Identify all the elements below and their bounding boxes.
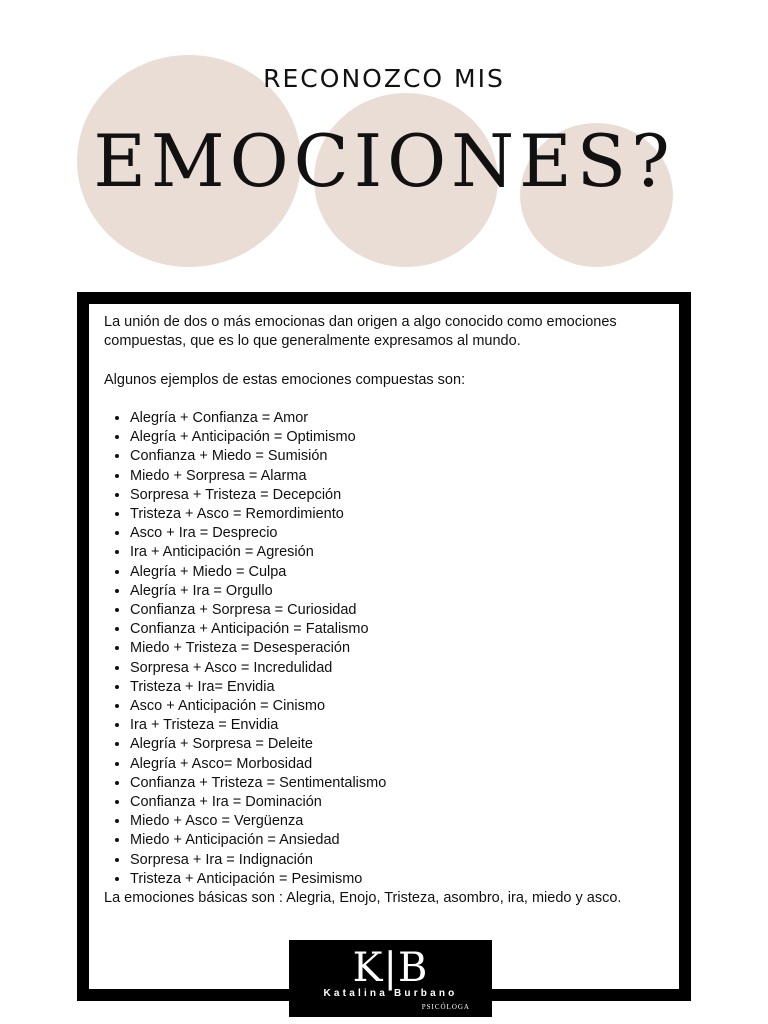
list-item: • Sorpresa + Asco = Incredulidad [130,659,664,678]
logo-name: Katalina Burbano [323,988,458,999]
list-item: • Alegría + Ira = Orgullo [130,582,664,601]
brand-logo [289,940,492,1017]
list-item: • Tristeza + Ira= Envidia [130,678,664,697]
page-subtitle: RECONOZCO MIS [263,64,505,93]
list-item: • Confianza + Sorpresa = Curiosidad [130,601,664,620]
list-item: • Alegría + Sorpresa = Deleite [130,735,664,754]
list-item: • Confianza + Ira = Dominación [130,793,664,812]
spacer [104,390,664,409]
page-title: EMOCIONES? [93,119,675,203]
list-item: • Asco + Ira = Desprecio [130,524,664,543]
list-item: • Miedo + Sorpresa = Alarma [130,467,664,486]
spacer [104,351,664,370]
content-body [104,313,664,908]
logo-monogram: K|B [352,945,429,991]
list-item: • Sorpresa + Tristeza = Decepción [130,486,664,505]
compound-emotions-list [104,409,664,889]
closing-paragraph: La emociones básicas son : Alegria, Enojo, Tristeza, asombro, ira, miedo y asco. [104,890,622,907]
list-item: • Sorpresa + Ira = Indignación [130,851,664,870]
list-item: • Confianza + Tristeza = Sentimentalismo [130,774,664,793]
list-item: • Miedo + Asco = Vergüenza [130,812,664,831]
list-item: • Alegría + Confianza = Amor [130,409,664,428]
list-item: • Confianza + Miedo = Sumisión [130,447,664,466]
list-item: • Miedo + Anticipación = Ansiedad [130,831,664,850]
list-item: • Alegría + Anticipación = Optimismo [130,428,664,447]
list-item: • Confianza + Anticipación = Fatalismo [130,620,664,639]
examples-lead: Algunos ejemplos de estas emociones compuestas son: [104,371,466,388]
list-item: • Alegría + Asco= Morbosidad [130,755,664,774]
list-item: • Ira + Anticipación = Agresión [130,543,664,562]
list-item: • Tristeza + Anticipación = Pesimismo [130,870,664,889]
list-item: • Tristeza + Asco = Remordimiento [130,505,664,524]
list-item: • Asco + Anticipación = Cinismo [130,697,664,716]
intro-paragraph: La unión de dos o más emocionas dan origen a algo conocido como emociones compuestas, que es lo que generalmente expresamos al mundo. [104,314,617,350]
list-item: • Miedo + Tristeza = Desesperación [130,639,664,658]
logo-role: PSICÓLOGA [421,1003,470,1011]
list-item: • Ira + Tristeza = Envidia [130,716,664,735]
list-item: • Alegría + Miedo = Culpa [130,563,664,582]
